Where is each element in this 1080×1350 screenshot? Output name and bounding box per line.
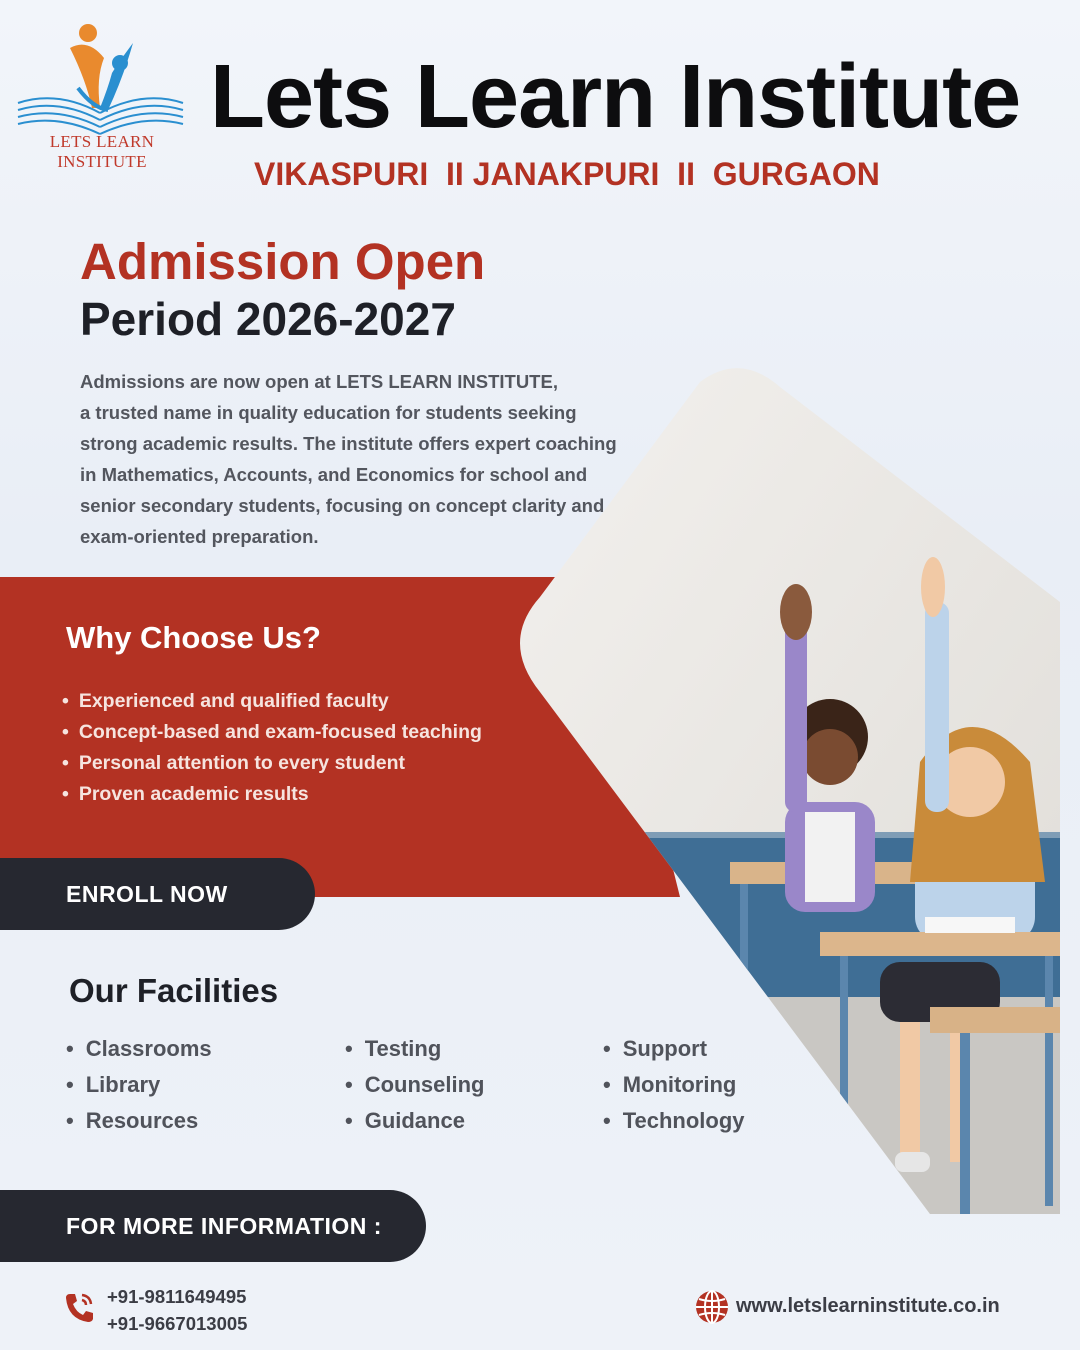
enroll-now-button[interactable]: ENROLL NOW [0,858,315,930]
intro-line: Admissions are now open at LETS LEARN INSTITUTE, [80,371,558,392]
list-item: • Technology [603,1103,745,1139]
intro-line: in Mathematics, Accounts, and Economics for school and [80,464,588,485]
more-information-banner: FOR MORE INFORMATION : [0,1190,426,1262]
admission-heading: Admission Open [80,233,486,290]
list-item: • Library [66,1067,212,1103]
intro-line: a trusted name in quality education for students seeking [80,402,577,423]
globe-icon [694,1289,730,1325]
intro-paragraph [80,366,670,552]
list-item: • Experienced and qualified faculty [62,686,482,717]
admission-period: Period 2026-2027 [80,293,456,345]
intro-line: exam-oriented preparation. [80,526,319,547]
logo-text: LETS LEARN INSTITUTE [49,132,155,171]
phone-numbers [107,1283,247,1337]
website-link[interactable]: www.letslearninstitute.co.in [736,1295,1000,1317]
intro-line: senior secondary students, focusing on concept clarity and [80,495,605,516]
list-item: • Resources [66,1103,212,1139]
phone-number[interactable]: +91-9667013005 [107,1313,248,1334]
facilities-title: Our Facilities [69,972,279,1009]
facilities-column-3 [603,1031,745,1139]
branch-locations: VIKASPURI II JANAKPURI II GURGAON [254,156,880,192]
list-item: • Personal attention to every student [62,748,482,779]
institute-title: Lets Learn Institute [210,47,1021,147]
list-item: • Counseling [345,1067,484,1103]
facilities-column-2 [345,1031,484,1139]
list-item: • Proven academic results [62,779,482,810]
why-choose-list [62,686,482,810]
phone-icon [64,1291,94,1323]
list-item: • Classrooms [66,1031,212,1067]
phone-number[interactable]: +91-9811649495 [107,1286,247,1307]
list-item: • Support [603,1031,745,1067]
list-item: • Concept-based and exam-focused teaching [62,717,482,748]
list-item: • Testing [345,1031,484,1067]
list-item: • Guidance [345,1103,484,1139]
list-item: • Monitoring [603,1067,745,1103]
why-choose-title: Why Choose Us? [66,620,321,655]
intro-line: strong academic results. The institute offers expert coaching [80,433,617,454]
facilities-column-1 [66,1031,212,1139]
